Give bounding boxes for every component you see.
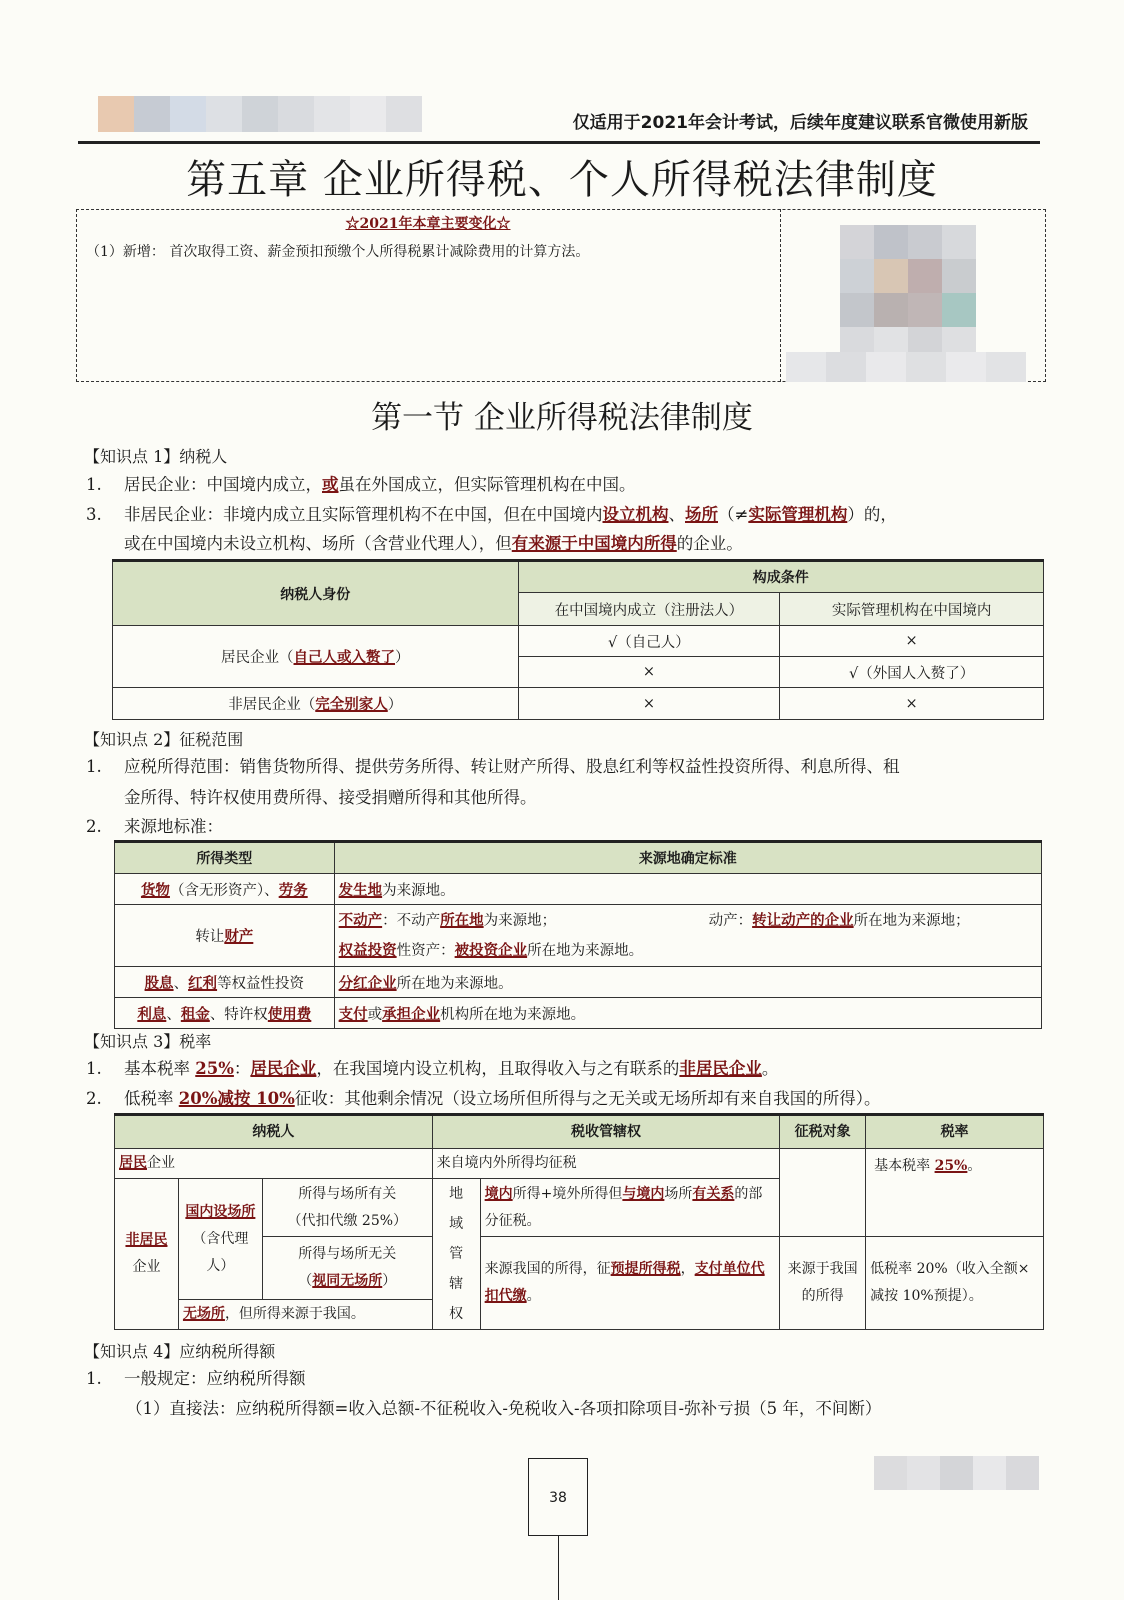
header-rule (78, 141, 1040, 144)
text: 企业 (147, 1155, 175, 1171)
cell-type (115, 905, 335, 967)
emphasis: 发生地 (338, 881, 383, 899)
th-conditions: 构成条件 (518, 561, 1043, 593)
cell-resident (113, 626, 519, 688)
line: 所得与场所有关 (298, 1185, 397, 1202)
line (267, 1268, 428, 1295)
cell: × (780, 626, 1044, 657)
cell-related (262, 1179, 432, 1237)
emphasis: 所在地 (440, 911, 484, 929)
blur-block (840, 293, 874, 327)
blur-block (134, 96, 170, 132)
tax-rate-table (114, 1113, 1044, 1330)
blur-block (840, 259, 874, 293)
th-identity: 纳税人身份 (113, 561, 519, 626)
text: 所在地为来源地。 (396, 975, 513, 992)
blur-block (940, 1456, 973, 1490)
text: 所得+境外所得但 (512, 1185, 623, 1202)
text: 基本税率 (874, 1158, 935, 1174)
text: 来源我国的所得，征 (484, 1261, 611, 1277)
text: 、 (668, 505, 685, 524)
text: ） (395, 650, 410, 666)
blur-block (874, 1456, 907, 1490)
emphasis: 居民 (119, 1155, 147, 1171)
text: ，在我国境内设立机构，且取得收入与之有联系的 (316, 1059, 680, 1078)
text: 、特许权 (209, 1006, 268, 1023)
text: 为来源地。 (382, 882, 455, 899)
th-type: 所得类型 (115, 842, 335, 874)
text: ） (387, 697, 403, 713)
blur-block (1006, 1456, 1039, 1490)
emphasis: 系 (720, 1185, 735, 1202)
blur-block (874, 259, 908, 293)
emphasis: 租金 (180, 1005, 210, 1023)
line: （代扣代缴 25%） (287, 1212, 408, 1229)
text: 转让 (195, 929, 225, 945)
text: 来源地标准： (124, 817, 223, 836)
kp4-item-1 (86, 1364, 306, 1393)
cell-std (334, 967, 1041, 998)
emphasis: 无场所 (182, 1306, 225, 1322)
list-number: 1. (86, 1369, 102, 1388)
cell-std (334, 874, 1041, 905)
text: 性资产： (396, 942, 455, 959)
cell-low-rate: 低税率 20%（收入全额×减按 10%预提）。 (866, 1237, 1044, 1330)
blur-block (242, 96, 278, 132)
cell: × (518, 688, 780, 720)
text: 应税所得范围：销售货物所得、提供劳务所得、转让财产所得、股息红利等权益性投资所得、利息所得、租 (124, 757, 900, 776)
emphasis: 承担企业 (382, 1005, 441, 1023)
blur-block (170, 96, 206, 132)
page-number: 38 (528, 1458, 588, 1536)
cell-type (115, 967, 335, 998)
blur-block (942, 293, 976, 327)
text: （≠ (718, 505, 749, 524)
cell: √（外国人入赘了） (780, 657, 1044, 688)
blurred-qr-caption (786, 352, 1026, 382)
th-c2: 实际管理机构在中国境内 (780, 593, 1044, 626)
kp2-item-2 (86, 812, 223, 841)
emphasis: 自己人或入赘了 (293, 649, 396, 666)
th-juris: 税收管辖权 (432, 1115, 780, 1149)
chapter-title: 第五章 企业所得税、个人所得税法律制度 (186, 157, 938, 203)
blur-block (314, 96, 350, 132)
cell-unrelated (262, 1237, 432, 1300)
text: 。 (967, 1158, 982, 1174)
text: （含代理人） (192, 1230, 249, 1274)
blur-block (942, 225, 976, 259)
text: ，但所得来源于我国。 (224, 1306, 365, 1322)
th-rate: 税率 (866, 1115, 1044, 1149)
emphasis: 与境内 (622, 1185, 665, 1202)
cell-nonresident (113, 688, 519, 720)
text: 企业 (132, 1259, 161, 1275)
std-line (339, 906, 1037, 936)
kp3-heading: 【知识点 3】税率 (84, 1032, 212, 1051)
page-spine-line (558, 1536, 559, 1600)
text: 征收：其他剩余情况（设立场所但所得与之无关或无场所却有来自我国的所得）。 (294, 1089, 881, 1108)
th-c1: 在中国境内成立（注册法人） (518, 593, 780, 626)
list-number: 2. (86, 817, 102, 836)
blur-block (840, 225, 874, 259)
blur-block (206, 96, 242, 132)
section-title: 第一节 企业所得税法律制度 (371, 400, 753, 436)
emphasis: 支付 (338, 1005, 368, 1023)
taxpayer-table (112, 559, 1044, 720)
blur-block (874, 225, 908, 259)
cell-std (334, 905, 1041, 967)
source-table (114, 840, 1042, 1029)
emphasis: 不动产 (338, 911, 383, 929)
text: 基本税率 (124, 1059, 196, 1078)
text: 居民企业：中国境内成立， (124, 475, 322, 494)
emphasis: 财产 (224, 928, 254, 945)
emphasis: 非居民 (125, 1232, 168, 1248)
kp1-item-3-cont (124, 530, 743, 554)
emphasis: 国内设 (185, 1203, 228, 1220)
blur-block (942, 259, 976, 293)
text: 、 (166, 1006, 181, 1023)
emphasis: 权益投资 (338, 941, 397, 959)
kp1-heading: 【知识点 1】纳税人 (84, 447, 228, 466)
text: 或 (367, 1006, 383, 1023)
cell-nonresident (115, 1179, 179, 1330)
emphasis: 红利 (188, 974, 218, 992)
emphasis: 使用费 (267, 1005, 312, 1023)
text: 一般规定：应纳税所得额 (124, 1369, 306, 1388)
cell: × (780, 688, 1044, 720)
kp2-item-1 (86, 752, 900, 781)
text: 或在中国境内未设立机构、场所（含营业代理人），但 (124, 534, 512, 553)
text: 所在地为来源地。 (527, 942, 644, 959)
kp1-item-3 (86, 500, 897, 529)
blur-block (874, 293, 908, 327)
cell-type (115, 998, 335, 1029)
text: 非居民企业：非境内成立且实际管理机构不在中国，但在中国境内 (124, 505, 603, 524)
list-number: 1. (86, 1059, 102, 1078)
kp3-item-1 (86, 1054, 778, 1083)
cell-establishment (178, 1179, 262, 1300)
cell-std (334, 998, 1041, 1029)
emphasis: 转让动产的企业 (752, 911, 854, 929)
cell-area: 地域管辖权 (432, 1179, 480, 1330)
cell: √（自己人） (518, 626, 780, 657)
blur-block (907, 1456, 940, 1490)
emphasis: 预提所得税 (610, 1261, 681, 1277)
list-number: 3. (86, 505, 102, 524)
emphasis: 场所 (685, 505, 718, 524)
emphasis: 25% (934, 1158, 968, 1174)
text: 为来源地； (483, 912, 557, 929)
text: 机构所在地为来源地。 (440, 1006, 586, 1023)
cell-source-juris (480, 1237, 780, 1330)
text: 低税率 (124, 1089, 179, 1108)
text: 动产： (708, 912, 753, 929)
cell: × (518, 657, 780, 688)
list-number: 2. (86, 1089, 102, 1108)
th-taxpayer: 纳税人 (115, 1115, 433, 1149)
blur-block (350, 96, 386, 132)
emphasis: 场所 (227, 1203, 256, 1220)
text: 。 (526, 1288, 541, 1304)
text: 虽在外国成立，但实际管理机构在中国。 (338, 475, 636, 494)
kp3-item-2 (86, 1084, 881, 1113)
blurred-footer-mark (874, 1456, 1039, 1490)
usage-note: 仅适用于2021年会计考试，后续年度建议联系官微使用新版 (572, 113, 1028, 133)
change-box-divider (780, 209, 781, 382)
emphasis: 25% (195, 1059, 234, 1078)
text: 居民企业（ (221, 650, 294, 666)
emphasis: 非居民企业 (679, 1059, 762, 1078)
emphasis: 或 (322, 475, 339, 494)
text: 。 (761, 1059, 779, 1078)
blurred-logo (98, 96, 422, 132)
blur-block (973, 1456, 1006, 1490)
text: ， (680, 1261, 695, 1277)
text: ） (382, 1273, 397, 1289)
text: 非居民企业（ (228, 697, 316, 713)
blur-block (908, 293, 942, 327)
blur-block (908, 259, 942, 293)
list-number: 1. (86, 757, 102, 776)
blur-block (278, 96, 314, 132)
emphasis: 实际管理机构 (748, 505, 848, 524)
emphasis: 分红企业 (338, 974, 397, 992)
emphasis: 完全别家人 (315, 696, 388, 713)
kp1-item-1 (86, 470, 636, 499)
change-box-text: （1）新增： 首次取得工资、薪金预扣预缴个人所得税累计减除费用的计算方法。 (86, 244, 590, 260)
text: 、 (173, 975, 189, 992)
cell-res-rate (866, 1149, 1044, 1237)
text: ：不动产 (382, 912, 441, 929)
emphasis: 视同无场所 (312, 1273, 383, 1289)
emphasis: 境内 (484, 1185, 513, 1202)
kp2-heading: 【知识点 2】征税范围 (84, 730, 244, 749)
th-object: 征税对象 (780, 1115, 866, 1149)
emphasis: 20%减按 10% (178, 1089, 295, 1108)
emphasis: 有关 (692, 1185, 721, 1202)
text: 的企业。 (676, 534, 743, 553)
emphasis: 设立机构 (602, 505, 669, 524)
cell-res-juris: 来自境内外所得均征税 (432, 1149, 780, 1179)
emphasis: 货物 (140, 881, 170, 899)
emphasis: 利息 (137, 1005, 167, 1023)
cell-type (115, 874, 335, 905)
text: （ (298, 1273, 313, 1289)
emphasis: 支付单位代扣代缴 (484, 1261, 765, 1304)
line: 所得与场所无关 (298, 1246, 397, 1262)
emphasis: 被投资企业 (454, 941, 528, 959)
text: （含无形资产）、 (169, 882, 279, 899)
emphasis: 劳务 (278, 881, 308, 899)
emphasis: 股息 (144, 974, 174, 992)
blur-block (386, 96, 422, 132)
text: 所在地为来源地； (853, 912, 970, 929)
th-std: 来源地确定标准 (334, 842, 1041, 874)
blurred-qr-code (840, 225, 976, 361)
cell-object: 来源于我国的所得 (780, 1237, 866, 1330)
list-number: 1. (86, 475, 102, 494)
kp4-heading: 【知识点 4】应纳税所得额 (84, 1342, 276, 1361)
std-line (339, 936, 1037, 966)
change-box-title: ☆2021年本章主要变化☆ (345, 216, 511, 232)
cell-no-establishment (178, 1300, 432, 1330)
text: ）的， (847, 505, 897, 524)
std-part (709, 906, 970, 936)
std-part (339, 906, 709, 936)
blur-block (98, 96, 134, 132)
text: 的部分征税。 (484, 1185, 763, 1229)
text: 等权益性投资 (217, 975, 305, 992)
text: 场所 (664, 1185, 693, 1202)
text: ： (233, 1059, 251, 1078)
blur-block (908, 225, 942, 259)
cell-related-juris (480, 1179, 780, 1237)
kp4-sub-1: （1）直接法：应纳税所得额=收入总额-不征税收入-免税收入-各项扣除项目-弥补亏损（5 年，不间断） (126, 1399, 882, 1418)
cell-resident (115, 1149, 433, 1179)
cell-empty (780, 1149, 866, 1237)
emphasis: 居民企业 (250, 1059, 317, 1078)
emphasis: 有来源于中国境内所得 (511, 534, 677, 553)
kp2-item-1-cont: 金所得、特许权使用费所得、接受捐赠所得和其他所得。 (124, 788, 537, 807)
